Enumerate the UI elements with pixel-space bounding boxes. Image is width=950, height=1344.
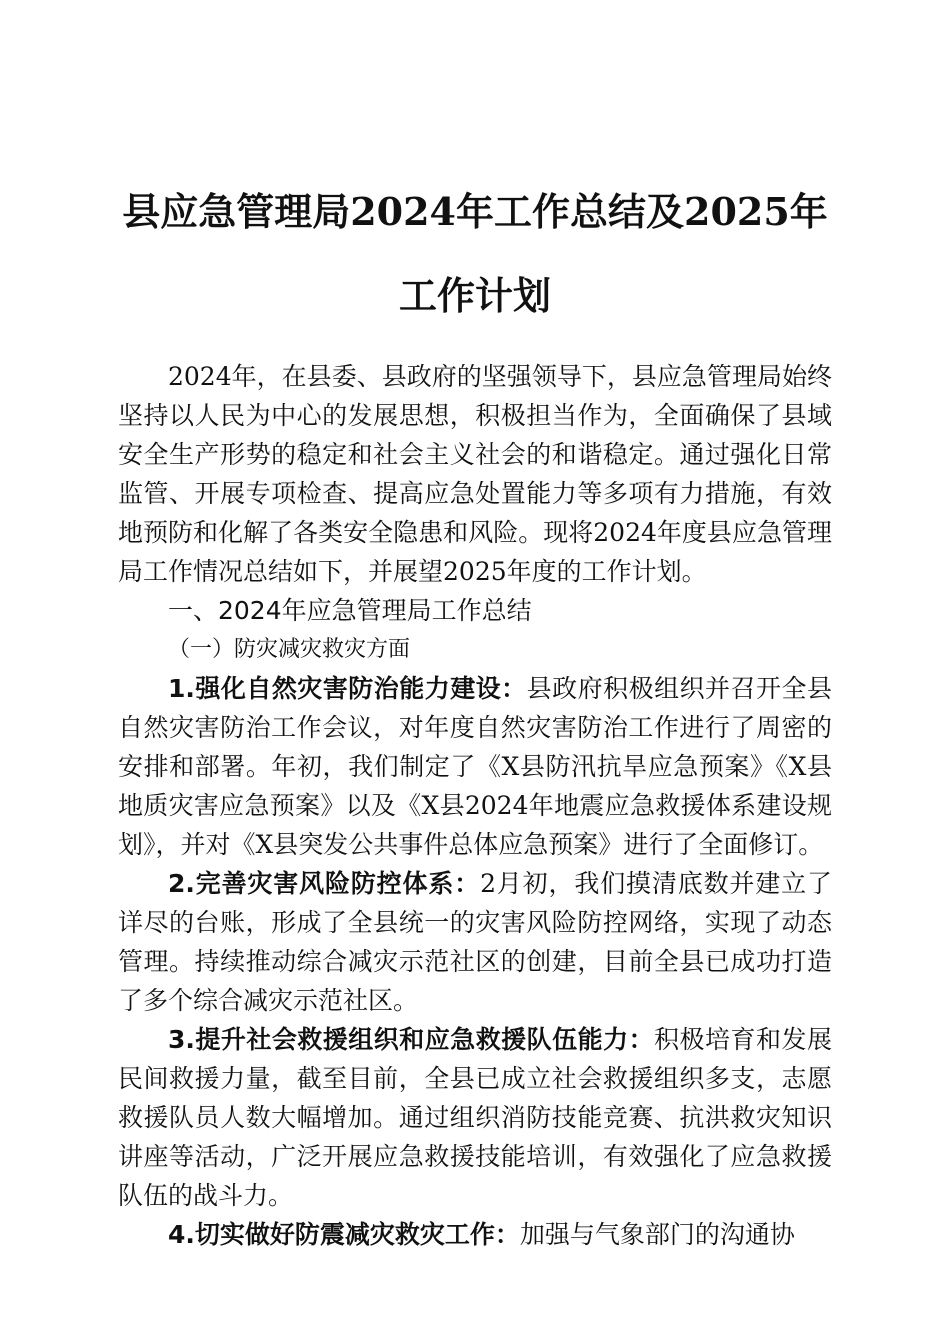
item-text: 积极培育和发展民间救援力量，截至目前，全县已成立社会救援组织多支，志愿救援队员人数大幅增加。通过组织消防技能竞赛、抗洪救灾知识讲座等活动，广泛开展应急救援技能培训，有效强化了应急救援队伍的战斗力。 — [118, 1025, 832, 1210]
item-text: 加强与气象部门的沟通协 — [519, 1220, 795, 1249]
item-paragraph — [118, 864, 832, 1020]
document-body — [118, 357, 832, 1254]
item-lead: 4.切实做好防震减灾救灾工作： — [168, 1220, 520, 1249]
item-lead: 1.强化自然灾害防治能力建设： — [168, 674, 527, 703]
intro-paragraph: 2024年，在县委、县政府的坚强领导下，县应急管理局始终坚持以人民为中心的发展思想，积极担当作为，全面确保了县域安全生产形势的稳定和社会主义社会的和谐稳定。通过强化日常监管、开展专项检查、提高应急处置能力等多项有力措施，有效地预防和化解了各类安全隐患和风险。现将2024年度县应急管理局工作情况总结如下，并展望2025年度的工作计划。 — [118, 362, 832, 586]
item-text: 2月初，我们摸清底数并建立了详尽的台账，形成了全县统一的灾害风险防控网络，实现了动态管理。持续推动综合减灾示范社区的创建，目前全县已成功打造了多个综合减灾示范社区。 — [118, 869, 832, 1015]
item-lead: 2.完善灾害风险防控体系： — [168, 869, 481, 898]
item-paragraph — [118, 1215, 832, 1254]
item-paragraph — [118, 669, 832, 864]
document-title: 县应急管理局2024年工作总结及2025年工作计划 — [122, 189, 828, 318]
item-lead: 3.提升社会救援组织和应急救援队伍能力： — [168, 1025, 655, 1054]
item-paragraph — [118, 1020, 832, 1215]
item-text: 县政府积极组织并召开全县自然灾害防治工作会议，对年度自然灾害防治工作进行了周密的安排和部署。年初，我们制定了《X县防汛抗旱应急预案》《X县地质灾害应急预案》以及《X县2024年地震应急救援体系建设规划》，并对《X县突发公共事件总体应急预案》进行了全面修订。 — [118, 674, 832, 859]
subsection-heading: （一）防灾减灾救灾方面 — [168, 637, 411, 662]
section-heading: 一、2024年应急管理局工作总结 — [168, 596, 532, 625]
